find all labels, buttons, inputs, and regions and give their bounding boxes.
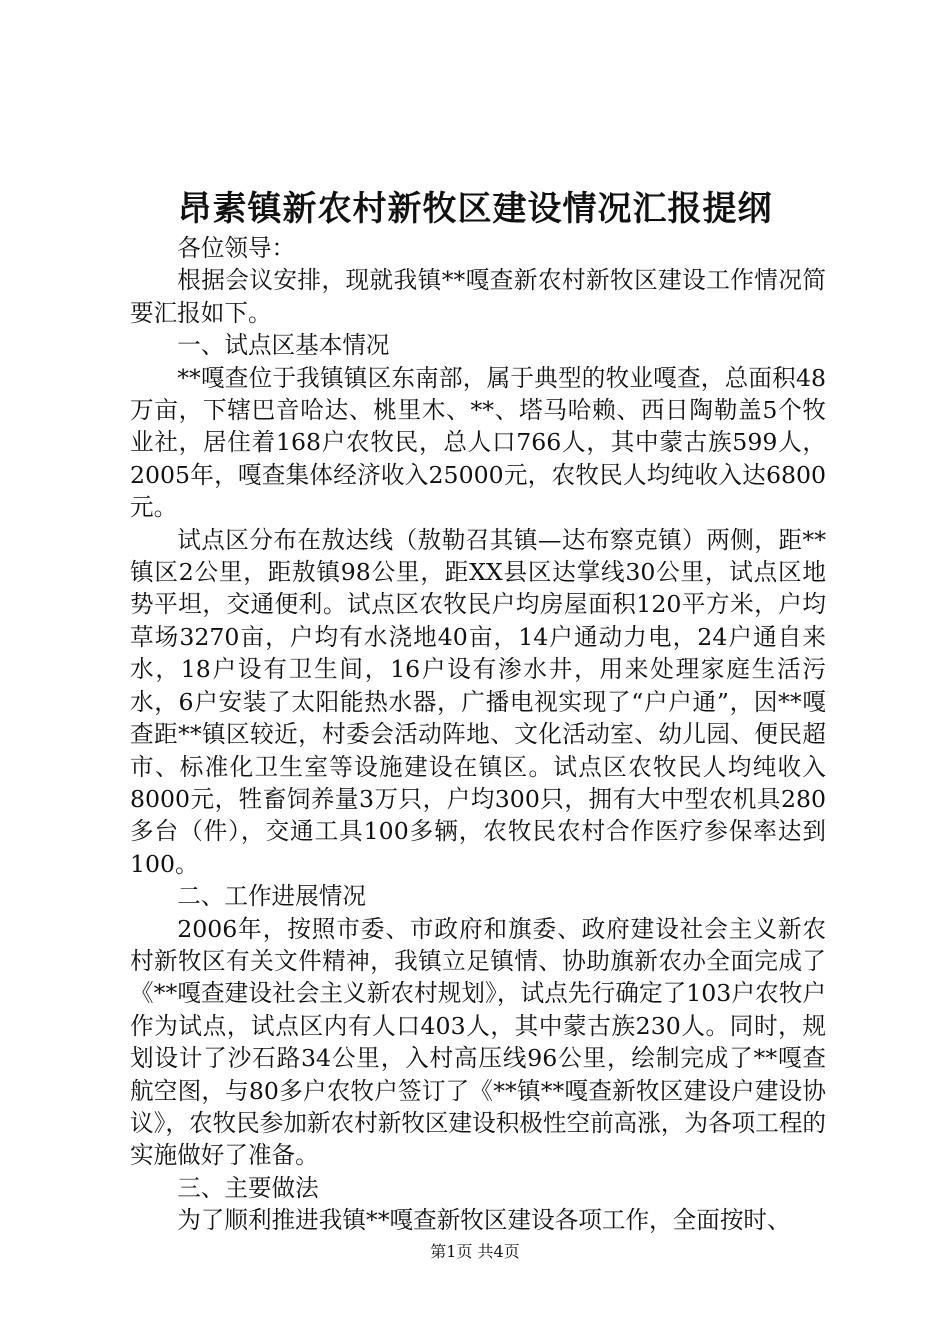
paragraph-pilot-area: 试点区分布在敖达线（敖勒召其镇—达布察克镇）两侧，距**镇区2公里，距敖镇98公里，距XX县区达掌线30公里，试点区地势平坦，交通便利。试点区农牧民户均房屋面积120平方米，户均草场3270亩，户均有水浇地40亩，14户通动力电，24户通自来水，18户设有卫生间，16户设有渗水井，用来处理家庭生活污水，6户安装了太阳能热水器，广播电视实现了“户户通”，因**嘎查距**镇区较近，村委会活动阵地、文化活动室、幼儿园、便民超市、标准化卫生室等设施建设在镇区。试点区农牧民人均纯收入8000元，牲畜饲养量3万只，户均300只，拥有大中型农机具280多台（件），交通工具100多辆，农牧民农村合作医疗参保率达到100。: [130, 525, 826, 878]
section-heading-1: 一、试点区基本情况: [177, 331, 390, 360]
document-title: 昂素镇新农村新牧区建设情况汇报提纲: [177, 189, 773, 229]
document-body: [130, 232, 826, 1237]
paragraph-measures: 为了顺利推进我镇**嘎查新牧区建设各项工作，全面按时、: [177, 1206, 791, 1235]
section-heading-2: 二、工作进展情况: [177, 882, 366, 911]
section-heading-3: 三、主要做法: [177, 1173, 319, 1202]
page-footer: 第1页 共4页: [430, 1242, 520, 1261]
paragraph-intro: 根据会议安排，现就我镇**嘎查新农村新牧区建设工作情况简要汇报如下。: [130, 266, 826, 327]
paragraph-overview: **嘎查位于我镇镇区东南部，属于典型的牧业嘎查，总面积48万亩，下辖巴音哈达、桃里木、**、塔马哈赖、西日陶勒盖5个牧业社，居住着168户农牧民，总人口766人，其中蒙古族599人，2005年，嘎查集体经济收入25000元，农牧民人均纯收入达6800元。: [130, 363, 826, 522]
paragraph-greeting: 各位领导：: [177, 234, 296, 262]
paragraph-progress: 2006年，按照市委、市政府和旗委、政府建设社会主义新农村新牧区有关文件精神，我镇立足镇情、协助旗新农办全面完成了《**嘎查建设社会主义新农村规划》，试点先行确定了103户农牧户作为试点，试点区内有人口403人，其中蒙古族230人。同时，规划设计了沙石路34公里，入村高压线96公里，绘制完成了**嘎查航空图，与80多户农牧户签订了《**镇**嘎查新牧区建设户建设协议》，农牧民参加新农村新牧区建设积极性空前高涨，为各项工程的实施做好了准备。: [130, 914, 827, 1170]
